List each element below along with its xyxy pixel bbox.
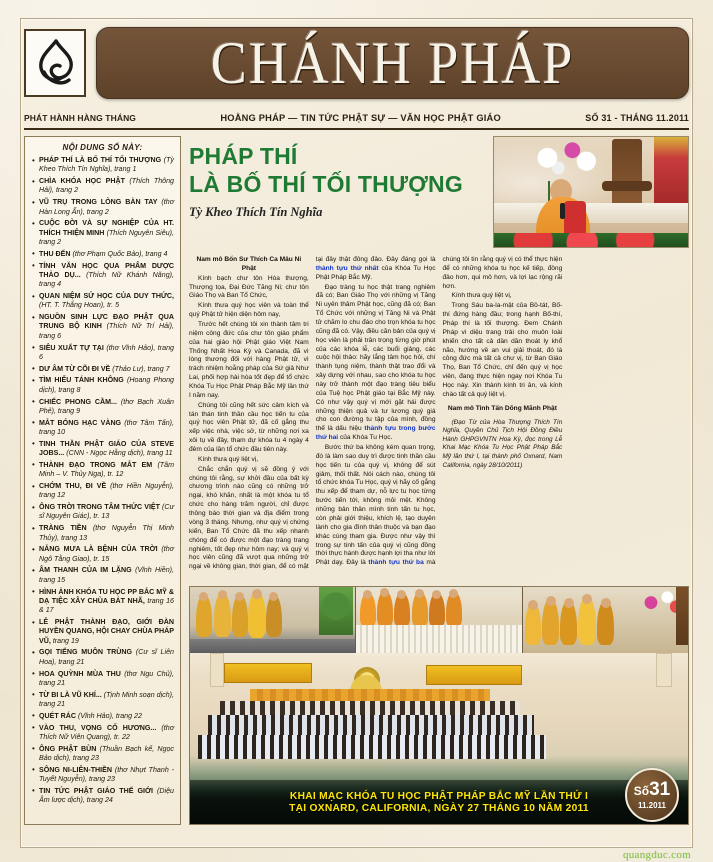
toc-item-credit: (Tỳ Kheo Thích Tín Nghĩa), trang 1 (39, 156, 174, 174)
article-paragraph-text: Kính bạch chư tôn Hòa thượng, Thượng tọa, Đại Đức Tăng Ni; chư tôn Giáo Thọ và Ban Tổ Chức, (189, 274, 309, 300)
toc-item-credit: (HT. T. Thắng Hoan), tr. 5 (39, 301, 120, 310)
article-invocation-text: Nam mô Bổn Sư Thích Ca Mâu Ni Phật (196, 256, 302, 272)
issue-number-badge (625, 768, 679, 822)
publication-frequency: PHÁT HÀNH HÀNG THÁNG (24, 113, 137, 123)
toc-item-title: CUỘC ĐỜI VÀ SỰ NGHIỆP CỦA HT. THÍCH THIỆN MINH (39, 219, 174, 237)
toc-item-credit: (Cư sĩ Liên Hoa), trang 21 (39, 648, 174, 666)
caption-line-1: KHAI MẠC KHÓA TU HỌC PHẬT PHÁP BẮC MỸ LẦN THỨ I (289, 790, 589, 802)
toc-item-credit: (Thích Nguyên Siêu), trang 2 (39, 228, 174, 247)
toc-item[interactable] (31, 262, 174, 290)
headline-row (189, 136, 689, 252)
toc-item-credit: (Vĩnh Hảo), trang 22 (78, 711, 142, 720)
toc-item[interactable] (31, 376, 174, 395)
article-paragraph-text: Chắc chắn quý vị sẽ đồng ý với chúng tôi rằng, sự khởi đầu của bất kỳ chương trình nào cũng có những trở ngại, khó khăn, nhất là một khóa tu tổ chức cho hàng trăm người, chỉ được thông báo thời gian và địa điểm trong vòng 3 tháng. Nhưng, như quý vị chứng kiến, Ban Tổ Chức đã thu xếp nhanh chóng để có được một đạo tràng trang nghiêm, tốt đẹp như hôm nay; và quý vị học viên cũng đã vượt qua những trở ngại về không gian, thời gian, để có mặt tại đây thật đông đảo. Đây đáng gọi là (189, 256, 436, 571)
site-watermark: quangduc.com (622, 849, 691, 861)
toc-heading: NỘI DUNG SỐ NÀY: (62, 143, 143, 152)
toc-item-credit: (thơ Nhựt Thanh - Tuyết Nguyễn), trang 23 (39, 765, 174, 784)
toc-item-credit: (thơ Thích Nữ Viên Quang), tr. 22 (39, 723, 174, 741)
toc-item[interactable] (31, 712, 174, 721)
toc-item-title: CHÌA KHÓA HỌC PHẬT (39, 177, 125, 186)
toc-item-title: NẮNG MƯA LÀ BỆNH CỦA TRỜI (39, 545, 158, 554)
toc-item-title: TỪ BI LÀ VŨ KHÍ... (39, 690, 102, 699)
toc-item[interactable] (31, 566, 174, 585)
toc-item[interactable] (31, 440, 174, 459)
toc-item-title: SIÊU XUẤT TỰ TẠI (39, 343, 104, 352)
toc-item[interactable] (31, 365, 174, 374)
caption-line-2: TẠI OXNARD, CALIFORNIA, NGÀY 27 THÁNG 10 NĂM 2011 (289, 802, 589, 814)
toc-item-title: PHÁP THÍ LÀ BỐ THÍ TỐI THƯỢNG (39, 156, 162, 164)
toc-item-title: TIN TỨC PHẬT GIÁO THẾ GIỚI (39, 786, 154, 795)
photo-ceremony-altar (356, 587, 522, 653)
photo-collage (189, 586, 689, 825)
article-source-note (443, 419, 563, 471)
article-paragraph (189, 321, 309, 401)
highlight-tail: mà chúng tôi tin rằng quý vị có thể thực hiện để có những khóa tu học kế tiếp, đông đảo hơn, qui mô hơn, và lợi lạc rộng rãi hơn. (423, 256, 563, 567)
toc-item-title: HÌNH ẢNH KHÓA TU HỌC PP BẮC MỸ & DẠ TIỆC XÂY CHÙA BÁT NHÃ, (39, 587, 174, 605)
article-paragraph (316, 284, 436, 443)
toc-item-credit: (Tịnh Minh soạn dịch), trang 21 (39, 690, 174, 709)
toc-item-title: TINH THẦN PHẬT GIÁO CỦA STEVE JOBS... (39, 439, 174, 458)
article-author: Tỳ Kheo Thích Tín Nghĩa (189, 205, 323, 220)
toc-item[interactable] (31, 691, 174, 710)
collage-caption (190, 780, 688, 824)
collage-top-row (190, 587, 688, 653)
page-body (24, 136, 689, 840)
toc-item-title: MẮT BÓNG HẠC VÀNG (39, 418, 122, 427)
toc-item-credit: (Thảo Lư), trang 7 (112, 364, 170, 373)
toc-item-credit: (Hoang Phong dịch), trang 8 (39, 376, 174, 394)
toc-item[interactable] (31, 344, 174, 363)
article-source-note-text: (Đạo Từ của Hòa Thượng Thích Tín Nghĩa, Quyền Chủ Tịch Hội Đồng Điều Hành GHPGVNTN Hoa Kỳ, đọc trong Lễ Khai Mạc Khóa Tu Học Phật Pháp Bắc Mỹ lần thứ I, tại thành phố Oxnard, Nam California, ngày 28/10/2011) (442, 418, 563, 469)
toc-item-title: HOA QUỲNH MÙA THU (39, 669, 121, 678)
toc-item[interactable] (31, 545, 174, 564)
article-paragraph (189, 275, 309, 302)
toc-item-credit: trang 16 & 17 (39, 596, 174, 615)
toc-item-title: THU ĐẾN (39, 249, 71, 258)
highlight-tail: của Khóa Tu Học. (338, 434, 393, 442)
article-paragraph-text: Đạo tràng tu học thật trang nghiêm đã có; Ban Giáo Thọ với những vị Tăng Ni uyên thâm Phật học, cũng đã có; Ban Tổ Chức với những vị Tăng Ni và Phật tử chăm lo chu đáo cho trọn khóa tu học cũng đã có. Vậy, điều căn bản của quý vị học viên là phải trân trọng từng giờ phút của các khóa lễ, các buổi giảng, các cuộc hội thảo: hãy lắng tâm học hỏi, chí thành tụng niệm, thành thật trao đổi và xây dựng với nhau, sao cho khóa tu học này trở thành một đạo tràng tiêu biểu của Tuệ học Phật giáo tại Bắc Mỹ này. Có như vậy quý vị mới gặt hái được những thiện quả và tư lương quý giá cho con đường tu tập của mình, đồng thế là dấu hiệu (315, 283, 436, 433)
toc-item[interactable] (31, 724, 174, 743)
masthead-title-plate (96, 27, 689, 99)
toc-item-title: TÌM HIỂU TÁNH KHÔNG (39, 376, 124, 385)
toc-item[interactable] (31, 156, 174, 175)
table-of-contents (24, 136, 181, 825)
badge-number: 31 (649, 779, 671, 800)
toc-item[interactable] (31, 292, 174, 311)
masthead (24, 24, 689, 102)
highlight-tail: của Khóa Tu Học Phật Pháp Bắc Mỹ. (315, 264, 436, 281)
toc-item-title: THÀNH ĐẠO TRONG MẮT EM (39, 460, 153, 469)
toc-item-title: ÔNG TRỜI TRONG TÂM THỨC VIỆT (39, 503, 160, 512)
article-paragraph-text: Trước hết chúng tôi xin thành tâm tri niệm công đức của chư tôn giáo phẩm của hai giáo hội Phật giáo Việt Nam Thống Nhất Hoa Kỳ và Canada, đã vì lòng thương đối với hàng Phật tử, vì trách nhiệm hoằng pháp của Sứ giả Như Lai, phối hợp hài hòa tốt đẹp để tổ chức Khóa Tu Học Phật Pháp Bắc Mỹ lần thứ I năm nay. (189, 321, 309, 399)
badge-prefix: Số (633, 784, 650, 798)
toc-item-title: NGUỒN SINH LỰC ĐẠO PHẬT QUA TRUNG BỘ KINH (39, 313, 174, 331)
bodhi-leaf-logo-icon (24, 29, 86, 97)
toc-item[interactable] (31, 648, 174, 667)
toc-item[interactable] (31, 313, 174, 341)
toc-item-title: QUAN NIỆM SỬ HỌC CỦA DUY THỨC, (39, 292, 174, 301)
toc-item[interactable] (31, 618, 174, 646)
article-closing-text: Nam mô Tinh Tấn Dõng Mãnh Phật (447, 404, 557, 412)
article-paragraph-text: Kính thưa quý liệt vị, (451, 292, 512, 300)
highlight-phrase: thành tựu trong bước thứ hai (315, 425, 436, 442)
badge-issue (634, 780, 670, 799)
masthead-subhead (24, 108, 689, 130)
badge-date: 11.2011 (637, 801, 667, 810)
article-paragraph (189, 402, 309, 455)
headline-block (189, 136, 485, 252)
toc-item-credit: (Vĩnh Hiền), trang 15 (39, 566, 174, 584)
article-paragraph-text: Kính thưa quý học viên và toàn thể quý Phật tử hiện diện hôm nay, (189, 302, 309, 319)
toc-item-title: DƯ ÂM TỪ CÕI ĐI VỀ (39, 364, 111, 373)
toc-item-title: VÀO THU, VỌNG CỐ HƯƠNG... (39, 723, 157, 732)
toc-item-credit: (thơ Phạm Quốc Bảo), trang 4 (72, 249, 168, 258)
article-closing (443, 405, 563, 414)
article-title-line-2: LÀ BỐ THÍ TỐI THƯỢNG (189, 171, 463, 198)
toc-item-credit: (thơ Hàn Long Ẩn), trang 2 (39, 198, 174, 216)
toc-item-credit: (thơ Nguyễn Thị Minh Thủy), trang 13 (39, 524, 174, 542)
toc-item[interactable] (31, 461, 174, 480)
toc-item-title: GỌI TIẾNG MUÔN TRÙNG (39, 648, 133, 657)
article-paragraph-text: Trong Sáu ba-la-mật của Bồ-tát, Bố-thí đứng hàng đầu; trong hạnh Bố-thí, Pháp thí là tối thượng. Đem Chánh Pháp vi diệu trang trải cho muôn loài khiến cho tất cả dần dần thoát ly khổ não, hướng về an vui giải thoát, đó là công đức mà tất cả chư vị, từ Ban Giáo Thọ, Ban Tổ Chức, chỉ đến quý vị học viên, đang thực hiện ngay nơi Khóa Tu Học này. Xin thành kính tri ân, và kính chào tất cả quý liệt vị. (442, 302, 563, 398)
toc-item[interactable] (31, 482, 174, 501)
toc-item-title: LỄ PHẬT THÀNH ĐẠO, GIỚI ĐÀN HUYỀN QUANG, HỘI CHAY CHÙA PHÁP VŨ, (39, 618, 174, 645)
toc-item-title: ÔNG PHẬT BÙN (39, 744, 97, 753)
toc-item-credit: (thơ Bạch Xuân Phẻ), trang 9 (39, 397, 174, 415)
hero-photo-monk-speaking (493, 136, 689, 248)
highlight-phrase: thành tựu thứ nhất (315, 264, 379, 272)
toc-item-credit: (CNN - Ngọc Hằng dịch), trang 11 (66, 449, 173, 458)
toc-item-title: ÂM THANH CỦA IM LẶNG (39, 566, 132, 575)
toc-item-credit: (Tâm Minh – V. Thủy Nga), tr. 12 (39, 460, 174, 479)
toc-item[interactable] (31, 745, 174, 764)
article-title-line-1: PHÁP THÍ (189, 143, 298, 169)
toc-item-credit: (thơ Tâm Tấn), trang 10 (39, 418, 174, 437)
page-title (189, 142, 485, 198)
photo-monks-flowers (523, 587, 688, 653)
toc-item-credit: (Thích Thông Hải), trang 2 (39, 177, 174, 195)
toc-item[interactable] (31, 588, 174, 616)
toc-item[interactable] (31, 419, 174, 438)
article-paragraph (443, 292, 563, 301)
photo-group-assembly (190, 653, 688, 824)
toc-item-credit: (thơ Vĩnh Hảo), trang 6 (39, 343, 174, 361)
highlight-phrase: thành tựu thứ ba (368, 559, 424, 567)
toc-item[interactable] (31, 503, 174, 522)
toc-item-credit: (Diệu Âm lược dịch), trang 24 (39, 786, 174, 805)
toc-item[interactable] (31, 198, 174, 217)
article-paragraph-text: Bước thứ ba không kém quan trọng, đó là làm sao duy trì được tinh thần cầu học tiến tu của quý vị, không để sút giảm, thối thất. Nói cách nào, chúng tôi tổ chức khóa Tu Học, quý vị hãy cố gắng thu xếp để tham dự, nỗ lực tu học từng bước tiến tới, không mỏi mệt. Không những bản thân mình tinh tấn tu học, còn phải giới thiệu, khích lệ, tạo duyên lành cho gia đình thân thuộc và bạn đạo khác cùng tham gia. Được như vậy thì trong sự tinh tấn của quý vị cũng đồng thời thực hành được hạnh lợi tha như lời Phật dạy. Đây là (315, 444, 436, 567)
toc-item-title: TÍNH VĂN HỌC QUA PHẨM DƯỢC THẢO DỤ... (39, 261, 174, 279)
toc-list (31, 156, 174, 806)
article-body (189, 256, 689, 574)
article-paragraph (443, 302, 563, 399)
toc-item[interactable] (31, 670, 174, 689)
toc-item[interactable] (31, 524, 174, 543)
toc-item[interactable] (31, 398, 174, 417)
toc-item-credit: (thơ Ngu Chủ), trang 21 (39, 669, 174, 687)
toc-item-title: SÔNG NI-LIÊN-THIỀN (39, 765, 112, 774)
photo-monks-procession (190, 587, 356, 653)
toc-item-title: CHIẾC PHONG CẦM... (39, 397, 117, 406)
toc-item-credit: (thơ Ngô Tằng Giao), tr. 15 (39, 545, 174, 563)
toc-item[interactable] (31, 219, 174, 247)
masthead-title: CHÁNH PHÁP (210, 29, 575, 97)
toc-item-credit: (Cư sĩ Nguyên Giác), tr. 13 (39, 503, 174, 521)
article-invocation (189, 256, 309, 274)
article-paragraph-text: Kính thưa quý liệt vị, (198, 455, 259, 463)
toc-item-title: VŨ TRỤ TRONG LÒNG BÀN TAY (39, 198, 158, 207)
issue-line: SỐ 31 - THÁNG 11.2011 (585, 113, 689, 123)
toc-item-credit: (Thích Nữ Trí Hải), trang 6 (39, 322, 174, 340)
toc-item-title: TRÀNG TIỀN (39, 524, 87, 533)
toc-item[interactable] (31, 766, 174, 785)
toc-item[interactable] (31, 787, 174, 806)
article-paragraph (189, 456, 309, 465)
toc-item[interactable] (31, 250, 174, 259)
article-paragraph-text: Chúng tôi cũng hết sức cảm kích và tán thán tinh thần cầu học tiến tu của quý học viên Phật tử, đã cố gắng thu xếp việc nhà, việc sở, từ những nơi xa xôi tụ về đây, tham dự khóa tu 4 ngày 4 đêm của lần tổ chức đầu tiên này. (189, 401, 309, 454)
publication-topics: HOẰNG PHÁP — TIN TỨC PHẬT SỰ — VĂN HỌC PHẬT GIÁO (220, 113, 501, 123)
toc-item-title: CHỚM THU, ĐI VỀ (39, 482, 107, 490)
toc-item-credit: (thơ Hiền Nguyễn), trang 12 (39, 482, 174, 500)
article-paragraph (189, 302, 309, 320)
toc-item[interactable] (31, 177, 174, 196)
toc-item-title: QUÉT RÁC (39, 711, 77, 720)
toc-item-credit: trang 19 (52, 636, 79, 645)
toc-item-credit: (Thích Nữ Khánh Năng), trang 4 (39, 270, 174, 289)
toc-item-credit: (Thuần Bạch kể, Ngọc Bảo dịch), trang 23 (39, 744, 174, 763)
